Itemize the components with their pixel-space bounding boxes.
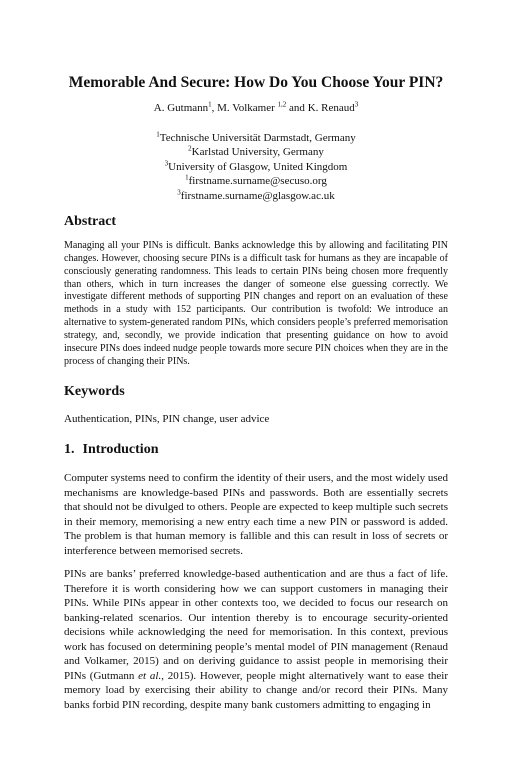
affiliation-text: Technische Universität Darmstadt, Germany [159, 132, 356, 144]
author-affiliation-mark: 1 [208, 100, 212, 109]
affiliation-mark: 1 [156, 130, 160, 139]
affiliation-text: Karlstad University, Germany [191, 146, 324, 159]
abstract-text: Managing all your PINs is difficult. Banks acknowledge this by allowing and facilitating PIN changes. However, choosing secure PINs is a difficult task for humans as they are incapable of consciously generating randomness. This leads to certain PINs being chosen more frequently than others, which in turn increases the danger of someone else guessing correctly. We investigate different methods of supporting PIN changes and report on an evaluation of these methods in a study with 152 participants. Our contribution is twofold: We introduce an alternative to system-generated random PINs, which considers people’s preferred memorisation strategy, and, secondly, we provide indication that presenting guidance on how to avoid insecure PINs does indeed nudge people towards more secure PIN choices when they are in the process of changing their PINs. [64, 240, 448, 367]
author-affiliation-mark: 1,2 [277, 100, 287, 109]
introduction-heading [64, 442, 158, 458]
affiliation-line [0, 160, 512, 174]
author-separator: , [211, 102, 218, 114]
affiliation-mark: 1 [185, 173, 189, 182]
paragraph-text: PINs are banks’ preferred knowledge-based authentication and are thus a fact of life. Therefore it is worth considering how we can support customers in managing their PINs. While PINs appear in other contexts too, we decided to focus our research on banking-related scenarios. Our intention thereby is to encourage security-oriented decisions while acknowledging the need for memorisation. In this context, previous work has focused on determining people’s mental model of PIN management (Renaud and Volkamer, 2015) and on deriving guidance to assist people in memorising their PINs (Gutmann [64, 568, 448, 682]
author-affiliation-mark: 3 [354, 100, 359, 109]
email-line [0, 174, 512, 188]
affiliation-mark: 2 [188, 144, 192, 153]
keywords-text: Authentication, PINs, PIN change, user advice [64, 413, 270, 425]
author-name: A. Gutmann [153, 102, 209, 114]
author-separator: and [286, 102, 308, 114]
paragraph-text: , 2015). However, people might alternatively want to ease their memory load by exercising their ability to change and/or record their PINs. Many banks forbid PIN recording, despite many bank customers admitting to engaging in [64, 669, 448, 711]
affiliation-mark: 3 [164, 159, 169, 168]
intro-paragraph-2 [64, 567, 448, 712]
email-text: firstname.surname@glasgow.ac.uk [180, 189, 335, 202]
author-name: K. Renaud [307, 102, 355, 114]
section-title: Introduction [82, 442, 159, 457]
keywords-heading: Keywords [64, 384, 125, 399]
affiliation-line [0, 145, 512, 159]
affiliation-line [0, 131, 512, 145]
email-text: firstname.surname@secuso.org [188, 175, 327, 188]
abstract-heading: Abstract [64, 214, 117, 229]
section-number: 1. [64, 442, 75, 457]
email-line [0, 189, 512, 203]
citation-et-al: et al. [138, 669, 162, 682]
affiliation-list [0, 131, 512, 203]
paper-title: Memorable And Secure: How Do You Choose Your PIN? [68, 74, 444, 91]
affiliation-mark: 3 [177, 187, 181, 196]
author-list [0, 102, 512, 114]
affiliation-text: University of Glasgow, United Kingdom [168, 160, 348, 173]
author-name: M. Volkamer [217, 102, 275, 114]
intro-paragraph-1: Computer systems need to confirm the identity of their users, and the most widely used mechanisms are knowledge-based PINs and passwords. Both are essentially secrets that should not be divulged to others. People are expected to keep multiple such secrets in their memory, memorising a new entry each time a new PIN or password is added. The problem is that human memory is fallible and this can result in loss of secrets or interference between memorised secrets. [64, 472, 449, 557]
